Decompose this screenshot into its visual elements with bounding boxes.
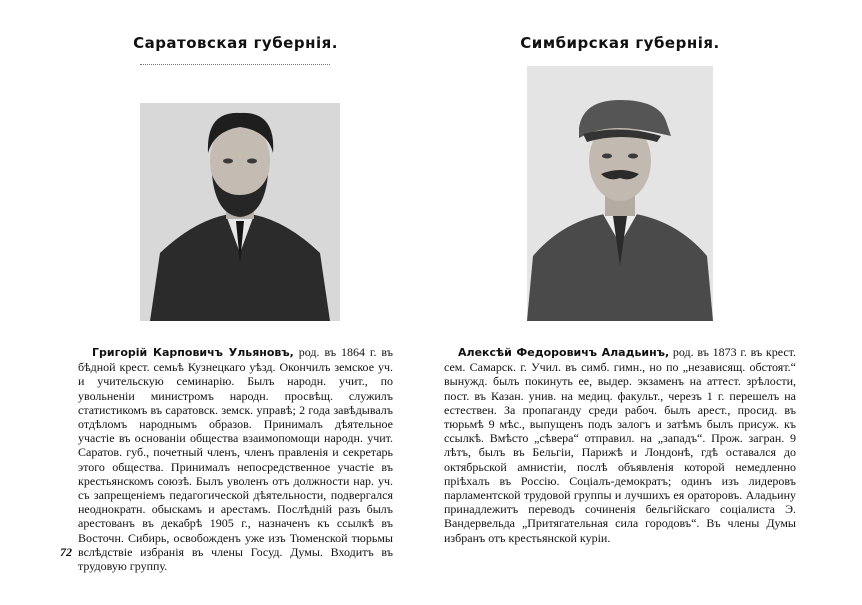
person-name: Григорій Карповичъ Ульяновъ, <box>92 346 294 359</box>
biography-text <box>444 345 796 545</box>
biography-body: род. въ 1873 г. въ крест. сем. Самарск. г. Учил. въ симб. гимн., но по „независящ. обстоят.“ вынужд. былъ покинуть ее, выдер. экзаменъ на аттест. зрѣлости, пост. въ Казан. унив. на медиц. факульт., черезъ 1 г. перешелъ на естествен. За пропаганду среди рабоч. былъ арест., просид. въ тюрьмѣ 9 мѣс., выпущенъ подъ залогъ и затѣмъ былъ присуж. къ ссылкѣ. Вмѣсто „сѣвера“ отправил. на „западъ“. Прож. загран. 9 лѣтъ, былъ въ Бельгіи, Парижѣ и Лондонѣ, гдѣ оставался до октябрьской амнистіи, послѣ объявленія которой немедленно пріѣхалъ въ Россію. Соціалъ-демократъ; одинъ изъ лидеровъ парламентской трудовой группы и лучшихъ ея ораторовъ. Аладьину принадлежитъ переводъ сочиненія бельгійскаго соціалиста Э. Вандервельда „Притягательная сила городовъ“. Въ члены Думы избранъ отъ крестьянской куріи. <box>444 345 796 545</box>
portrait-photo <box>140 103 340 321</box>
portrait-photo <box>527 66 713 321</box>
page-number: 72 <box>60 545 72 559</box>
province-heading: Саратовская губернія. <box>133 34 338 52</box>
print-speckle <box>140 60 330 65</box>
person-name: Алексѣй Федоровичъ Аладьинъ, <box>458 346 670 359</box>
biography-body: род. въ 1864 г. въ бѣдной крест. семьѣ Кузнецкаго уѣзд. Окончилъ земское уч. и учительскую семинарію. Былъ народн. учит., по увольненіи министромъ народн. просвѣщ. служилъ статистикомъ въ саратовск. земск. управѣ; 2 года завѣдывалъ отдѣломъ народнымъ образов. Принималъ дѣятельное участіе въ основаніи общества взаимопомощи народн. учит. Саратов. губ., почетный членъ, членъ правленія и секретарь этого общества. Принималъ непосредственное участіе въ крестьянскомъ союзѣ. Былъ уволенъ отъ должности нар. уч. съ запрещеніемъ педагогической дѣятельности, подвергался неоднократн. обыскамъ и арестамъ. Послѣдній разъ былъ арестованъ въ декабрѣ 1905 г., назначенъ къ ссылкѣ въ Восточн. Сибирь, освобожденъ уже изъ Тюменской тюрьмы вслѣдствіе избранія въ члены Госуд. Думы. Входитъ въ трудовую группу. <box>78 345 393 574</box>
biography-text <box>78 345 393 573</box>
province-heading: Симбирская губернія. <box>520 34 720 52</box>
